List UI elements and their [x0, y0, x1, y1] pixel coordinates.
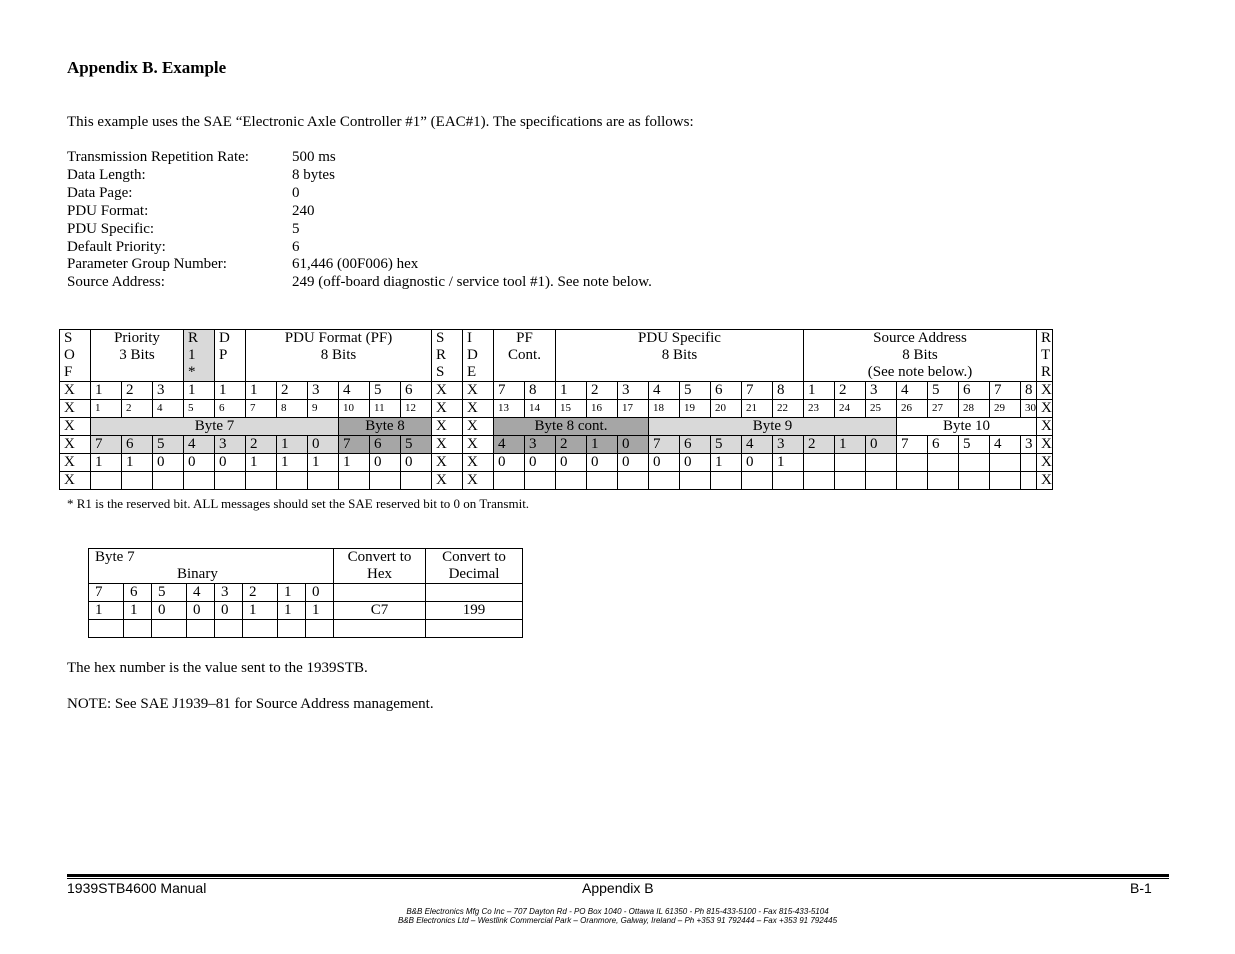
bit-cell: 9: [308, 400, 339, 418]
x-cell: X: [1037, 400, 1053, 418]
bit-cell: 1: [277, 454, 308, 472]
bit-cell: 0: [587, 454, 618, 472]
byte-9-label: Byte 9: [649, 418, 897, 436]
conversion-table-wrap: [88, 548, 523, 638]
bit-cell: 2: [587, 382, 618, 400]
conv-empty-cell: [334, 620, 426, 638]
bit-cell: [742, 472, 773, 490]
bit-cell: 5: [928, 382, 959, 400]
bit-layout-table: [59, 329, 1053, 490]
bit-cell: [494, 472, 525, 490]
bit-cell: 6: [370, 436, 401, 454]
bit-cell: 30: [1021, 400, 1037, 418]
bit-cell: 3: [1021, 436, 1037, 454]
spec-row: [67, 256, 652, 274]
bit-cell: 1: [184, 382, 215, 400]
bit-cell: 2: [122, 382, 153, 400]
bit-cell: 27: [928, 400, 959, 418]
bit-cell: 0: [215, 454, 246, 472]
bit-cell: 5: [680, 382, 711, 400]
empty-row: [60, 472, 1053, 490]
bit-cell: [277, 472, 308, 490]
bit-cell: 7: [339, 436, 370, 454]
bit-cell: 4: [339, 382, 370, 400]
x-cell: X: [463, 472, 494, 490]
conv-bit-label: 2: [243, 584, 278, 602]
bit-cell: [1021, 472, 1037, 490]
bit-cell: 0: [184, 454, 215, 472]
conv-empty-cell: [152, 620, 187, 638]
bit-cell: 0: [618, 454, 649, 472]
bit-cell: 2: [556, 436, 587, 454]
footer-address-us: B&B Electronics Mfg Co Inc – 707 Dayton Rd - PO Box 1040 - Ottawa IL 61350 - Ph 815-433-5100 - Fax 815-433-5104: [406, 907, 829, 916]
bit-cell: [928, 454, 959, 472]
bit-cell: 3: [153, 382, 184, 400]
x-cell: X: [463, 400, 494, 418]
bit-cell: [122, 472, 153, 490]
bit-cell: 1: [339, 454, 370, 472]
spec-value: 249 (off-board diagnostic / service tool #1). See note below.: [292, 274, 652, 291]
x-cell: X: [60, 436, 91, 454]
spec-label: PDU Specific:: [67, 220, 155, 237]
bit-cell: 0: [556, 454, 587, 472]
bit-cell: 7: [649, 436, 680, 454]
bit-cell: 10: [339, 400, 370, 418]
bit-cell: 5: [184, 400, 215, 418]
bit-cell: 28: [959, 400, 990, 418]
bit-cell: 5: [401, 436, 432, 454]
spec-row: [67, 185, 652, 203]
bit-cell: 12: [401, 400, 432, 418]
spec-label: Parameter Group Number:: [67, 256, 227, 273]
bit-cell: 4: [742, 436, 773, 454]
conv-dec-header: Convert to Decimal: [426, 549, 523, 584]
bit-cell: 6: [122, 436, 153, 454]
conv-decimal-value: 199: [426, 602, 523, 620]
hex-note: The hex number is the value sent to the 1939STB.: [67, 660, 368, 676]
bit-cell: [773, 472, 804, 490]
bit-cell: 1: [804, 382, 835, 400]
bit-cell: 6: [959, 382, 990, 400]
conv-empty-cell: [426, 620, 523, 638]
conv-bit-label: 4: [187, 584, 215, 602]
bit-cell: 3: [215, 436, 246, 454]
bit-cell: 1: [91, 454, 122, 472]
bit-cell: 0: [308, 436, 339, 454]
bit-cell: [928, 472, 959, 490]
x-cell: X: [1037, 454, 1053, 472]
bit-cell: 23: [804, 400, 835, 418]
bit-cell: 1: [587, 436, 618, 454]
bit-cell: 0: [525, 454, 556, 472]
x-cell: X: [432, 382, 463, 400]
spec-row: [67, 274, 652, 292]
bit-cell: 3: [525, 436, 556, 454]
bit-cell: 0: [680, 454, 711, 472]
bit-cell: 7: [742, 382, 773, 400]
bit-cell: 0: [153, 454, 184, 472]
x-cell: X: [432, 400, 463, 418]
bit-cell: 25: [866, 400, 897, 418]
intro-text: This example uses the SAE “Electronic Axle Controller #1” (EAC#1). The specifications are as follows:: [67, 114, 694, 130]
conv-header-row: [89, 549, 523, 584]
bit-cell: 21: [742, 400, 773, 418]
bit-cell: [401, 472, 432, 490]
x-cell: X: [432, 418, 463, 436]
spec-row: [67, 221, 652, 239]
bit-cell: 1: [277, 436, 308, 454]
bit-cell: 1: [556, 382, 587, 400]
footer-address-ireland: B&B Electronics Ltd – Westlink Commercial Park – Oranmore, Galway, Ireland – Ph +353 91 792444 – Fax +353 91 792445: [397, 916, 838, 925]
conv-empty-cell: [426, 584, 523, 602]
bit-cell: 4: [153, 400, 184, 418]
bit-cell: 1: [835, 436, 866, 454]
x-cell: X: [1037, 472, 1053, 490]
conv-empty-cell: [243, 620, 278, 638]
bit-cell: 5: [370, 382, 401, 400]
bit-cell: 4: [897, 382, 928, 400]
spec-value: 6: [292, 238, 300, 255]
bit-cell: 6: [928, 436, 959, 454]
bit-cell: 3: [866, 382, 897, 400]
bit-cell: 24: [835, 400, 866, 418]
pf-cont-header: PF Cont.: [494, 330, 556, 382]
bit-cell: 6: [680, 436, 711, 454]
dp-header: D P: [215, 330, 246, 382]
bit-cell: 0: [401, 454, 432, 472]
x-cell: X: [463, 454, 494, 472]
bit-cell: 3: [308, 382, 339, 400]
conv-bit-label: 6: [124, 584, 152, 602]
spec-list: [67, 149, 652, 292]
conv-bit-value: 0: [215, 602, 243, 620]
bit-cell: 4: [184, 436, 215, 454]
bit-cell: 18: [649, 400, 680, 418]
pf-header: PDU Format (PF) 8 Bits: [246, 330, 432, 382]
x-cell: X: [60, 382, 91, 400]
bit-cell: [308, 472, 339, 490]
sa-header: Source Address 8 Bits (See note below.): [804, 330, 1037, 382]
x-cell: X: [432, 472, 463, 490]
bit-cell: [711, 472, 742, 490]
conv-bit-value: 1: [124, 602, 152, 620]
bit-cell: 17: [618, 400, 649, 418]
x-cell: X: [60, 472, 91, 490]
bit-cell: 11: [370, 400, 401, 418]
srs-header: S R S: [432, 330, 463, 382]
spec-label: PDU Format:: [67, 202, 149, 219]
bit-cell: [1021, 454, 1037, 472]
bit-cell: 3: [773, 436, 804, 454]
x-cell: X: [432, 436, 463, 454]
bit-cell: 4: [990, 436, 1021, 454]
bit-cell: [587, 472, 618, 490]
conv-empty-cell: [89, 620, 124, 638]
bit-cell: [556, 472, 587, 490]
conv-empty-cell: [334, 584, 426, 602]
bit-cell: [866, 472, 897, 490]
bit-cell: 15: [556, 400, 587, 418]
bit-cell: 7: [246, 400, 277, 418]
bit-cell: 20: [711, 400, 742, 418]
bit-cell: 3: [618, 382, 649, 400]
bit-cell: 1: [711, 454, 742, 472]
x-cell: X: [1037, 436, 1053, 454]
conv-bit-label: 3: [215, 584, 243, 602]
rtr-header: R T R: [1037, 330, 1053, 382]
bit-cell: 0: [866, 436, 897, 454]
conv-bit-label: 1: [278, 584, 306, 602]
conv-value-row: [89, 602, 523, 620]
byte-8-cont-label: Byte 8 cont.: [494, 418, 649, 436]
conv-bit-label: 5: [152, 584, 187, 602]
bit-cell: [804, 472, 835, 490]
bit-cell: 14: [525, 400, 556, 418]
x-cell: X: [432, 454, 463, 472]
bit-cell: 5: [959, 436, 990, 454]
spec-row: [67, 203, 652, 221]
bit-cell: [618, 472, 649, 490]
bit-cell: 19: [680, 400, 711, 418]
source-address-note: NOTE: See SAE J1939–81 for Source Address management.: [67, 696, 434, 712]
conv-bit-value: 0: [187, 602, 215, 620]
bit-cell: 8: [277, 400, 308, 418]
bit-cell: [649, 472, 680, 490]
footnote: * R1 is the reserved bit. ALL messages should set the SAE reserved bit to 0 on Transmit.: [67, 496, 530, 511]
conv-empty-cell: [187, 620, 215, 638]
conv-bit-value: 1: [278, 602, 306, 620]
conv-bit-value: 1: [243, 602, 278, 620]
x-cell: X: [60, 454, 91, 472]
conv-bit-value: 0: [152, 602, 187, 620]
sequence-bit-row: [60, 400, 1053, 418]
byte-row: [60, 418, 1053, 436]
spec-label: Default Priority:: [67, 238, 166, 255]
bit-cell: [835, 472, 866, 490]
conv-bit-value: 1: [89, 602, 124, 620]
bit-cell: 16: [587, 400, 618, 418]
bit-cell: [835, 454, 866, 472]
spec-row: [67, 239, 652, 257]
bit-cell: 7: [91, 436, 122, 454]
spec-value: 5: [292, 220, 300, 237]
x-cell: X: [463, 382, 494, 400]
byte-10-label: Byte 10: [897, 418, 1037, 436]
bit-cell: 1: [215, 382, 246, 400]
bit-cell: 1: [91, 400, 122, 418]
bit-cell: [990, 472, 1021, 490]
bit-cell: 7: [990, 382, 1021, 400]
bit-cell: 4: [649, 382, 680, 400]
bit-cell: 1: [246, 454, 277, 472]
bit-cell: 1: [246, 382, 277, 400]
bit-cell: [959, 472, 990, 490]
bit-cell: 8: [773, 382, 804, 400]
bit-cell: 1: [308, 454, 339, 472]
x-cell: X: [463, 436, 494, 454]
footer-manual-name: 1939STB4600 Manual: [67, 880, 207, 896]
bit-cell: [959, 454, 990, 472]
byte-8-label: Byte 8: [339, 418, 432, 436]
bit-cell: 6: [401, 382, 432, 400]
bit-cell: 1: [773, 454, 804, 472]
conv-empty-cell: [124, 620, 152, 638]
x-cell: X: [1037, 382, 1053, 400]
bit-cell: 0: [649, 454, 680, 472]
footer-section: Appendix B: [582, 880, 654, 896]
bit-cell: [897, 472, 928, 490]
bit-cell: 2: [277, 382, 308, 400]
spec-label: Data Length:: [67, 166, 146, 183]
byte-7-label: Byte 7: [91, 418, 339, 436]
bit-cell: 29: [990, 400, 1021, 418]
spec-value: 8 bytes: [292, 166, 335, 183]
bit-cell: 2: [835, 382, 866, 400]
bit-cell: 6: [711, 382, 742, 400]
spec-label: Transmission Repetition Rate:: [67, 149, 249, 165]
bit-cell: [990, 454, 1021, 472]
priority-header: Priority 3 Bits: [91, 330, 184, 382]
bit-cell: [215, 472, 246, 490]
bit-cell: [804, 454, 835, 472]
page-heading: Appendix B. Example: [67, 58, 227, 77]
bit-cell: 2: [122, 400, 153, 418]
bit-cell: 8: [525, 382, 556, 400]
spec-value: 61,446 (00F006) hex: [292, 256, 419, 273]
bit-cell: 0: [494, 454, 525, 472]
bit-cell: 7: [494, 382, 525, 400]
spec-value: 500 ms: [292, 149, 336, 165]
bit-cell: [680, 472, 711, 490]
conv-bit-label: 0: [306, 584, 334, 602]
x-cell: X: [1037, 418, 1053, 436]
bit-cell: 5: [711, 436, 742, 454]
bit-cell: [339, 472, 370, 490]
bit-cell: 0: [742, 454, 773, 472]
bit-cell: [153, 472, 184, 490]
bit-cell: 7: [897, 436, 928, 454]
bit-cell: 4: [494, 436, 525, 454]
bit-cell: 26: [897, 400, 928, 418]
conv-binary-header: Byte 7 Binary: [89, 549, 334, 584]
bit-cell: 2: [246, 436, 277, 454]
conv-hex-value: C7: [334, 602, 426, 620]
footer-rule: [67, 874, 1169, 877]
footer-rule-thin: [67, 878, 1169, 879]
ide-header: I D E: [463, 330, 494, 382]
bit-cell: 13: [494, 400, 525, 418]
spec-value: 0: [292, 184, 300, 201]
bit-cell: [866, 454, 897, 472]
conversion-table: [88, 548, 523, 638]
ps-header: PDU Specific 8 Bits: [556, 330, 804, 382]
bit-cell: [370, 472, 401, 490]
conv-empty-cell: [306, 620, 334, 638]
spec-label: Source Address:: [67, 274, 165, 291]
x-cell: X: [60, 418, 91, 436]
spec-label: Data Page:: [67, 184, 133, 201]
conv-bit-row: [89, 584, 523, 602]
bit-cell: [246, 472, 277, 490]
bit-cell: 2: [804, 436, 835, 454]
conv-bit-label: 7: [89, 584, 124, 602]
bit-cell: 6: [215, 400, 246, 418]
sof-header: S O F: [60, 330, 91, 382]
conv-hex-header: Convert to Hex: [334, 549, 426, 584]
r1-header: R 1 *: [184, 330, 215, 382]
bit-cell: [897, 454, 928, 472]
bit-cell: 5: [153, 436, 184, 454]
header-row: [60, 330, 1053, 382]
footer-page-number: B-1: [1130, 880, 1152, 896]
bit-cell: [91, 472, 122, 490]
spec-row: [67, 149, 652, 167]
field-bit-row: [60, 382, 1053, 400]
bit-cell: 8: [1021, 382, 1037, 400]
value-row: [60, 454, 1053, 472]
bit-cell: 1: [122, 454, 153, 472]
byte-bit-row: [60, 436, 1053, 454]
spec-value: 240: [292, 202, 315, 219]
conv-empty-row: [89, 620, 523, 638]
conv-empty-cell: [215, 620, 243, 638]
conv-bit-value: 1: [306, 602, 334, 620]
bit-cell: 0: [370, 454, 401, 472]
bit-cell: [525, 472, 556, 490]
x-cell: X: [463, 418, 494, 436]
bit-cell: 0: [618, 436, 649, 454]
bit-cell: 1: [91, 382, 122, 400]
spec-row: [67, 167, 652, 185]
bit-cell: [184, 472, 215, 490]
conv-empty-cell: [278, 620, 306, 638]
bit-cell: 22: [773, 400, 804, 418]
bit-layout-table-wrap: [59, 329, 1053, 490]
x-cell: X: [60, 400, 91, 418]
